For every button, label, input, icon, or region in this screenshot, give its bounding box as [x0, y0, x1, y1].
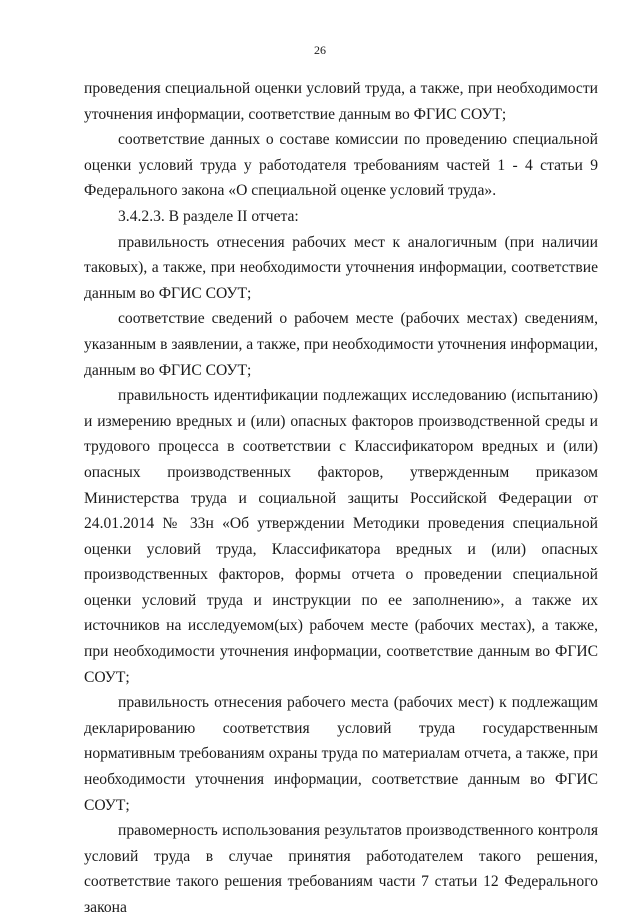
paragraph-production-control: правомерность использования результатов производственного контроля условий труда в случае принятия работодателем такого решения, соответствие такого решения требованиям части 7 статьи 12 Федерального закона — [84, 822, 598, 916]
paragraph-workplace-info: соответствие сведений о рабочем месте (рабочих местах) сведениям, указанным в заявлении, а также, при необходимости уточнения информации, данным во ФГИС СОУТ; — [84, 310, 598, 379]
paragraph-declaration-eligibility: правильность отнесения рабочего места (рабочих мест) к подлежащим декларированию соответствия условий труда государственным нормативным требованиям охраны труда по материалам отчета, а также, при необходимости уточнения информации, соответствие данным во ФГИС СОУТ; — [84, 694, 598, 814]
section-heading-3-4-2-3: 3.4.2.3. В разделе II отчета: — [118, 207, 299, 225]
page-number: 26 — [314, 43, 326, 57]
paragraph-commission-composition: соответствие данных о составе комиссии по проведению специальной оценки условий труда у работодателя требованиям частей 1 - 4 статьи 9 Федерального закона «О специальной оценке условий труда». — [84, 131, 598, 200]
document-body — [84, 76, 598, 921]
paragraph-analogous-workplaces: правильность отнесения рабочих мест к аналогичным (при наличии таковых), а также, при необходимости уточнения информации, соответствие данным во ФГИС СОУТ; — [84, 233, 598, 302]
paragraph-continuation: проведения специальной оценки условий труда, а также, при необходимости уточнения информации, соответствие данным во ФГИС СОУТ; — [84, 80, 598, 123]
paragraph-factor-identification: правильность идентификации подлежащих исследованию (испытанию) и измерению вредных и (или) опасных факторов производственной среды и трудового процесса в соответствии с Классификатором вредных и (или) опасных производственных факторов, утвержденным приказом Министерства труда и социальной защиты Российской Федерации от 24.01.2014 № 33н «Об утверждении Методики проведения специальной оценки условий труда, Классификатора вредных и (или) опасных производственных факторов, формы отчета о проведении специальной оценки условий труда и инструкции по ее заполнению», а также их источников на исследуемом(ых) рабочем месте (рабочих местах), а также, при необходимости уточнения информации, соответствие данным во ФГИС СОУТ; — [84, 387, 598, 686]
